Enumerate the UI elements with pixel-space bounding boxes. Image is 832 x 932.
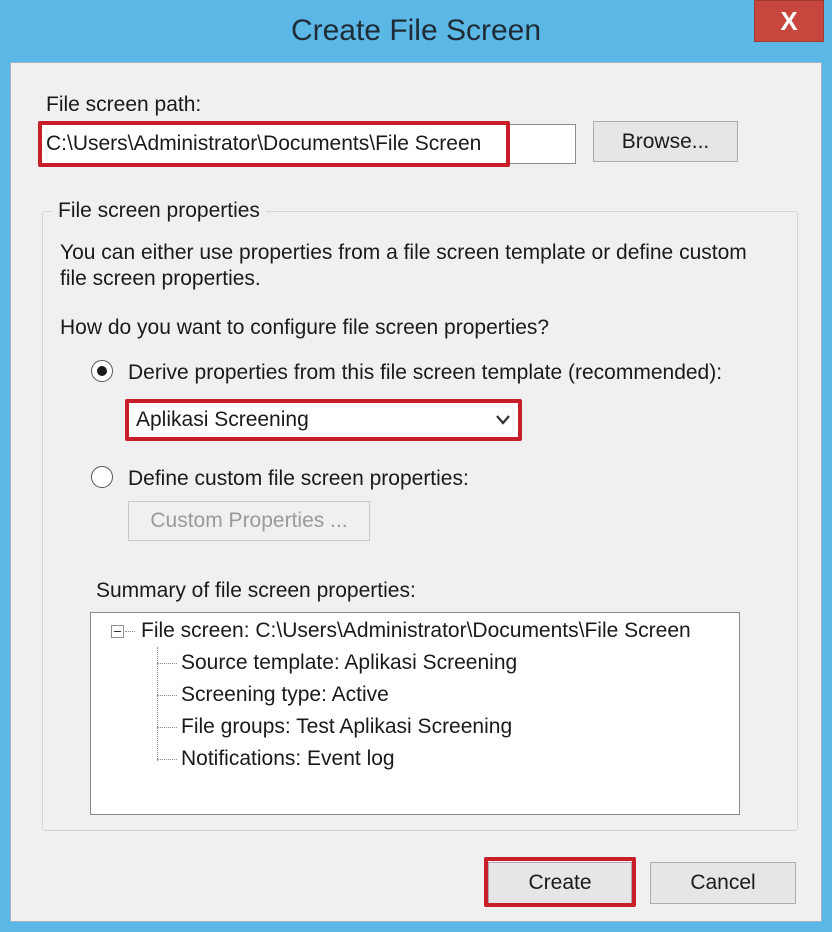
close-button[interactable]	[754, 0, 824, 42]
tree-connector	[125, 631, 135, 632]
derive-radio[interactable]	[91, 360, 113, 382]
configure-question: How do you want to configure file screen properties?	[60, 316, 550, 339]
tree-child-node[interactable]: Source template: Aplikasi Screening	[181, 651, 518, 674]
summary-tree[interactable]	[90, 612, 740, 815]
tree-child-node[interactable]: File groups: Test Aplikasi Screening	[181, 715, 513, 738]
close-icon: X	[780, 5, 798, 36]
description-line-2: file screen properties.	[60, 267, 261, 290]
custom-radio[interactable]	[91, 466, 113, 488]
template-dropdown[interactable]	[128, 402, 520, 438]
cancel-button[interactable]: Cancel	[650, 862, 796, 904]
tree-root-node[interactable]: File screen: C:\Users\Administrator\Documents\File Screen	[141, 619, 691, 642]
window-title: Create File Screen	[290, 14, 542, 47]
tree-child-node[interactable]: Notifications: Event log	[181, 747, 395, 770]
summary-label: Summary of file screen properties:	[96, 579, 416, 602]
custom-properties-button[interactable]: Custom Properties ...	[128, 501, 370, 541]
tree-connector	[157, 759, 177, 760]
template-selected-value: Aplikasi Screening	[136, 408, 309, 431]
group-caption: File screen properties	[52, 199, 266, 223]
tree-collapse-icon[interactable]	[111, 625, 124, 638]
tree-connector	[157, 695, 177, 696]
tree-connector	[157, 647, 158, 761]
browse-button[interactable]: Browse...	[593, 121, 738, 162]
custom-option-label[interactable]: Define custom file screen properties:	[128, 467, 469, 490]
title-bar[interactable]	[0, 0, 832, 62]
create-button[interactable]: Create	[488, 862, 632, 904]
radio-selected-dot	[97, 366, 107, 376]
file-screen-path-label: File screen path:	[46, 93, 202, 116]
file-screen-path-input[interactable]: C:\Users\Administrator\Documents\File Screen	[38, 124, 576, 164]
tree-connector	[157, 727, 177, 728]
derive-option-label[interactable]: Derive properties from this file screen template (recommended):	[128, 361, 723, 384]
tree-connector	[157, 663, 177, 664]
chevron-down-icon	[495, 403, 511, 450]
description-line-1: You can either use properties from a file screen template or define custom	[60, 241, 747, 264]
tree-child-node[interactable]: Screening type: Active	[181, 683, 389, 706]
